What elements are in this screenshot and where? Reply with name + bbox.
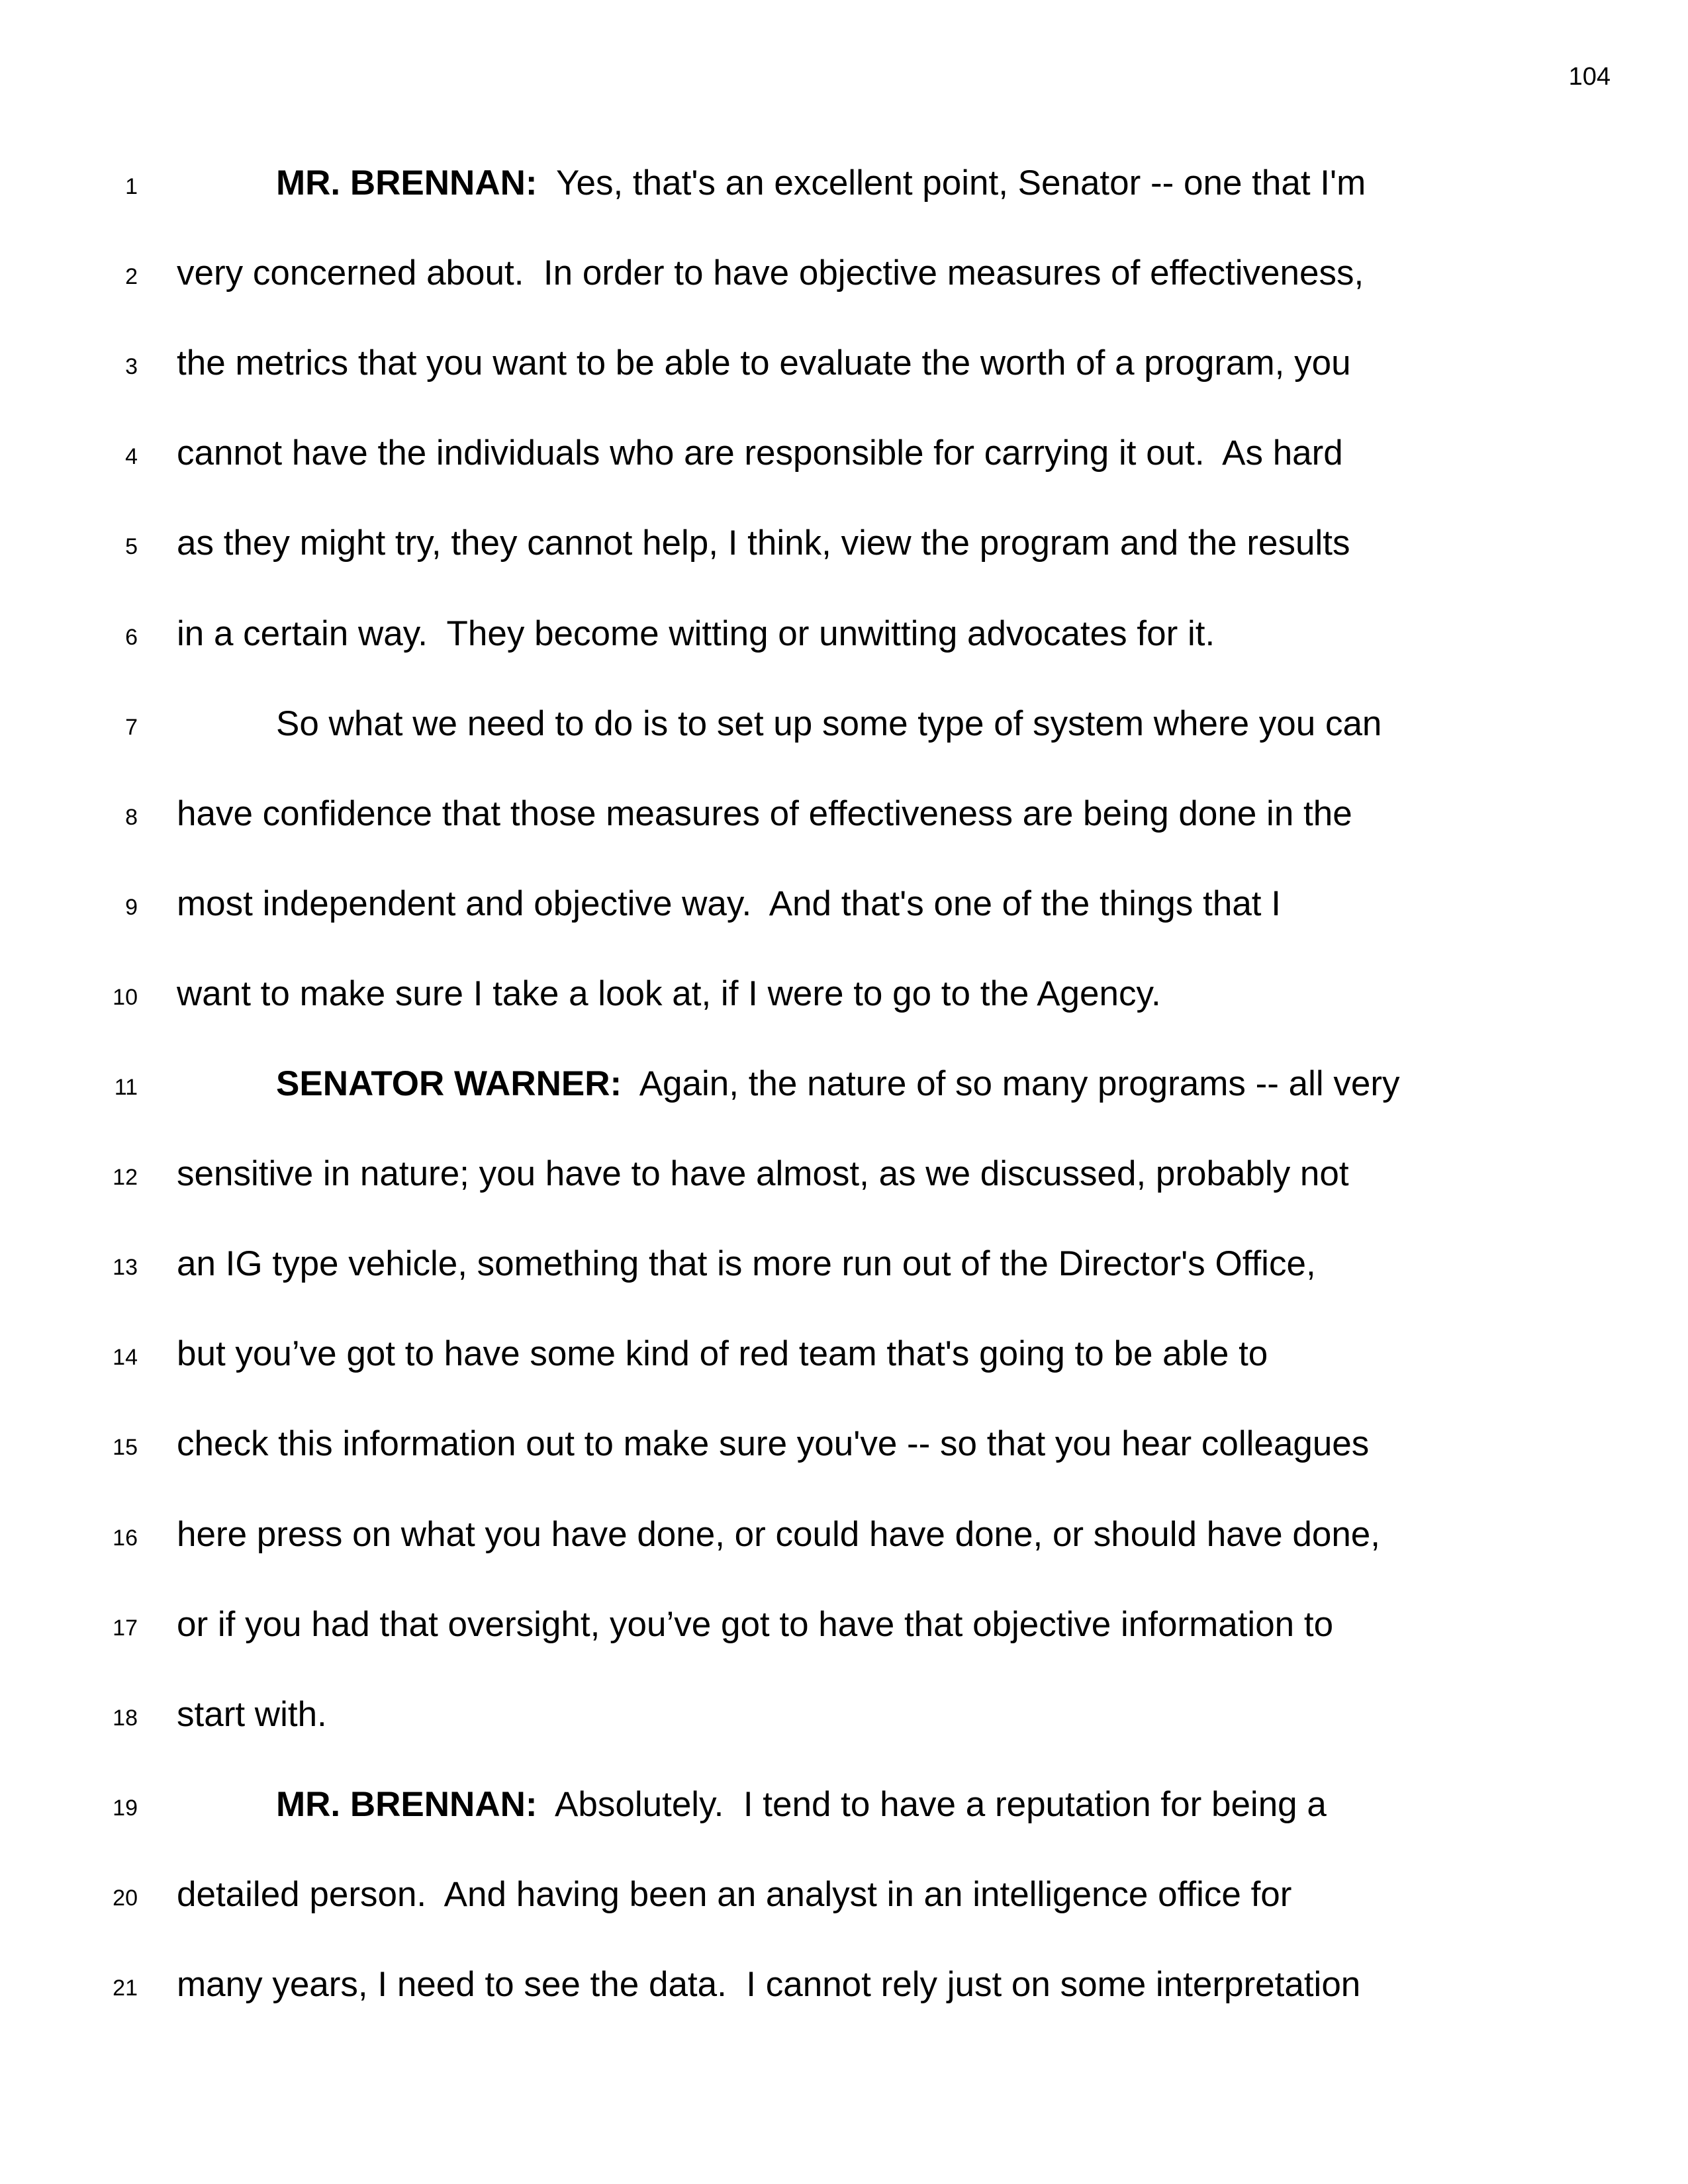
line-number: 8 bbox=[125, 804, 138, 830]
speaker-name: MR. BRENNAN: bbox=[276, 163, 538, 203]
spoken-text: the metrics that you want to be able to evaluate the worth of a program, you bbox=[177, 343, 1351, 383]
spoken-text: want to make sure I take a look at, if I were to go to the Agency. bbox=[177, 974, 1161, 1013]
line-number: 9 bbox=[125, 894, 138, 920]
line-text bbox=[177, 1604, 1333, 1646]
spoken-text: in a certain way. They become witting or unwitting advocates for it. bbox=[177, 614, 1215, 653]
transcript-line bbox=[0, 883, 1688, 973]
transcript-line bbox=[0, 342, 1688, 432]
spoken-text: So what we need to do is to set up some type of system where you can bbox=[276, 704, 1382, 743]
line-number: 13 bbox=[113, 1255, 138, 1281]
line-number: 6 bbox=[125, 624, 138, 650]
line-number: 1 bbox=[125, 174, 138, 199]
line-number: 12 bbox=[113, 1165, 138, 1191]
transcript-line bbox=[0, 1063, 1688, 1153]
line-number: 19 bbox=[113, 1795, 138, 1821]
spoken-text: or if you had that oversight, you’ve got to have that objective information to bbox=[177, 1604, 1334, 1644]
spoken-text: Absolutely. I tend to have a reputation for being a bbox=[537, 1784, 1327, 1824]
line-number: 7 bbox=[125, 714, 138, 740]
line-text bbox=[276, 1063, 1400, 1105]
spoken-text: many years, I need to see the data. I cannot rely just on some interpretation bbox=[177, 1965, 1361, 2004]
transcript-line bbox=[0, 613, 1688, 703]
line-number: 11 bbox=[114, 1075, 138, 1100]
transcript-line bbox=[0, 162, 1688, 252]
speaker-name: MR. BRENNAN: bbox=[276, 1784, 538, 1824]
spoken-text: have confidence that those measures of effectiveness are being done in the bbox=[177, 794, 1352, 833]
spoken-text: Yes, that's an excellent point, Senator -- one that I'm bbox=[537, 163, 1366, 203]
spoken-text: Again, the nature of so many programs -- all very bbox=[622, 1064, 1400, 1103]
line-text bbox=[177, 883, 1281, 925]
line-text bbox=[177, 793, 1352, 835]
line-number: 4 bbox=[125, 444, 138, 470]
line-number: 3 bbox=[125, 354, 138, 380]
line-text bbox=[177, 1964, 1360, 2006]
line-text bbox=[177, 252, 1364, 295]
transcript-line bbox=[0, 522, 1688, 612]
line-text bbox=[177, 613, 1215, 655]
line-number: 16 bbox=[113, 1525, 138, 1551]
line-number: 17 bbox=[113, 1615, 138, 1641]
line-number: 2 bbox=[125, 264, 138, 290]
transcript-line bbox=[0, 1333, 1688, 1423]
line-text bbox=[177, 1694, 327, 1736]
transcript-line bbox=[0, 1874, 1688, 1964]
spoken-text: start with. bbox=[177, 1694, 327, 1734]
line-text bbox=[177, 1514, 1380, 1556]
spoken-text: sensitive in nature; you have to have almost, as we discussed, probably not bbox=[177, 1154, 1349, 1194]
line-number: 10 bbox=[113, 984, 138, 1010]
transcript-line bbox=[0, 1514, 1688, 1604]
spoken-text: most independent and objective way. And that's one of the things that I bbox=[177, 884, 1281, 923]
line-number: 15 bbox=[113, 1435, 138, 1461]
line-text bbox=[177, 973, 1161, 1015]
transcript-line bbox=[0, 1604, 1688, 1694]
transcript-line bbox=[0, 432, 1688, 522]
line-text bbox=[177, 1243, 1316, 1285]
line-text bbox=[177, 432, 1343, 475]
transcript-line bbox=[0, 793, 1688, 883]
transcript-line bbox=[0, 252, 1688, 342]
line-number: 5 bbox=[125, 534, 138, 560]
spoken-text: detailed person. And having been an analyst in an intelligence office for bbox=[177, 1874, 1292, 1914]
line-number: 21 bbox=[113, 1976, 138, 2001]
transcript-line bbox=[0, 1964, 1688, 2054]
line-text bbox=[177, 342, 1351, 385]
transcript-line bbox=[0, 973, 1688, 1063]
line-number: 18 bbox=[113, 1705, 138, 1731]
line-text bbox=[177, 1333, 1268, 1375]
transcript-line bbox=[0, 1423, 1688, 1513]
transcript-line bbox=[0, 1153, 1688, 1243]
page-number: 104 bbox=[1568, 63, 1611, 91]
transcript-line bbox=[0, 1243, 1688, 1333]
transcript-line bbox=[0, 1784, 1688, 1874]
spoken-text: but you’ve got to have some kind of red team that's going to be able to bbox=[177, 1334, 1268, 1374]
line-text bbox=[177, 1153, 1349, 1195]
spoken-text: cannot have the individuals who are responsible for carrying it out. As hard bbox=[177, 433, 1343, 473]
line-number: 20 bbox=[113, 1885, 138, 1911]
line-text bbox=[177, 1423, 1369, 1465]
line-text bbox=[276, 703, 1382, 745]
line-text bbox=[276, 1784, 1327, 1826]
spoken-text: an IG type vehicle, something that is more run out of the Director's Office, bbox=[177, 1244, 1316, 1284]
spoken-text: very concerned about. In order to have objective measures of effectiveness, bbox=[177, 253, 1364, 293]
spoken-text: as they might try, they cannot help, I think, view the program and the results bbox=[177, 523, 1350, 563]
line-text bbox=[177, 522, 1350, 565]
speaker-name: SENATOR WARNER: bbox=[276, 1064, 622, 1103]
line-text bbox=[276, 162, 1366, 205]
line-text bbox=[177, 1874, 1291, 1916]
line-number: 14 bbox=[113, 1345, 138, 1371]
spoken-text: check this information out to make sure you've -- so that you hear colleagues bbox=[177, 1424, 1370, 1464]
transcript-line bbox=[0, 1694, 1688, 1784]
spoken-text: here press on what you have done, or could have done, or should have done, bbox=[177, 1514, 1380, 1554]
transcript-line bbox=[0, 703, 1688, 793]
